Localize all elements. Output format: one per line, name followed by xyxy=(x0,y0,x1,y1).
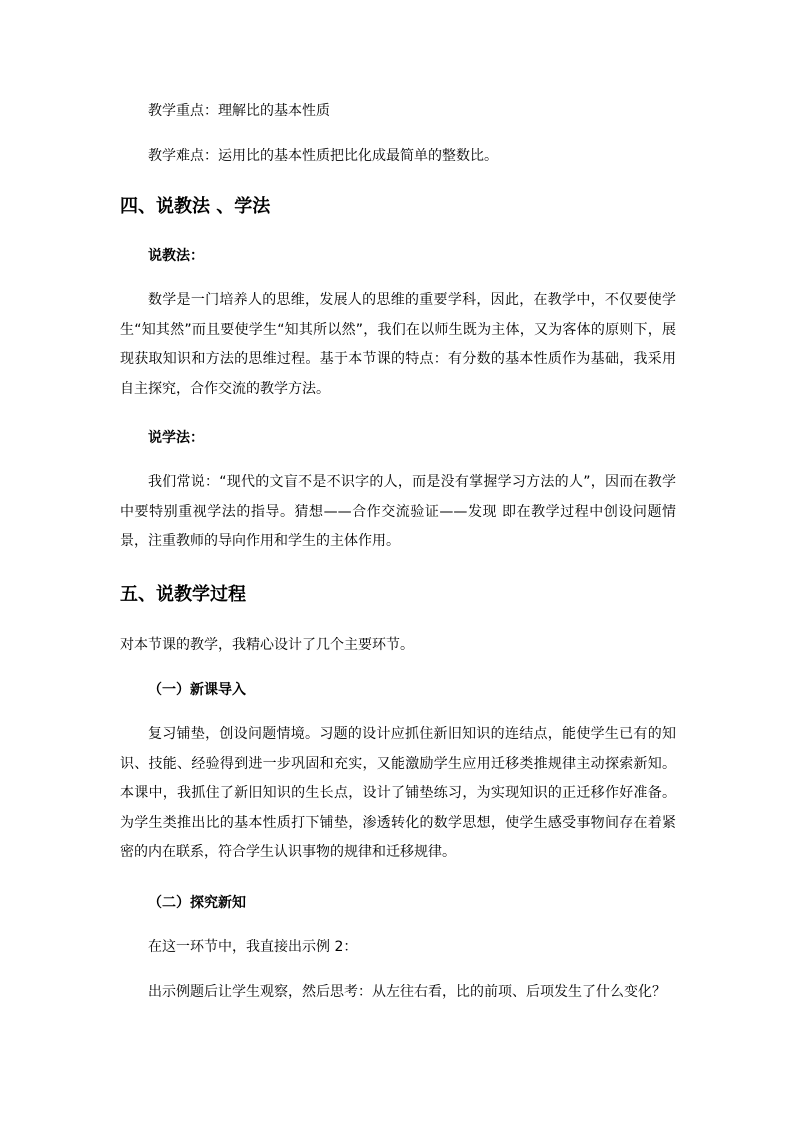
learning-method-paragraph: 我们常说：“现代的文盲不是不识字的人，而是没有掌握学习方法的人”，因而在教学中要特别重视学法的指导。猜想——合作交流验证——发现 即在教学过程中创设问题情景，注重教师的导向作用和学生的主体作用。 xyxy=(120,474,676,549)
explore-new-knowledge-heading: （二）探究新知 xyxy=(148,895,246,911)
key-point-text: 教学重点：理解比的基本性质 xyxy=(148,103,330,119)
new-lesson-intro-paragraph: 复习铺垫，创设问题情境。习题的设计应抓住新旧知识的连结点，能使学生已有的知识、技能、经验得到进一步巩固和充实，又能激励学生应用迁移类推规律主动探索新知。本课中，我抓住了新旧知识的生长点，设计了铺垫练习，为实现知识的正迁移作好准备。为学生类推出比的基本性质打下铺垫，渗透转化的数学思想，使学生感受事物间存在着紧密的内在联系，符合学生认识事物的规律和迁移规律。 xyxy=(120,726,676,860)
example-question-text: 出示例题后让学生观察，然后思考：从左往右看，比的前项、后项发生了什么变化？ xyxy=(148,984,666,1000)
learning-method-heading: 说学法： xyxy=(148,430,204,446)
difficulty-text: 教学难点：运用比的基本性质把比化成最简单的整数比。 xyxy=(148,148,498,164)
teaching-method-heading: 说教法： xyxy=(148,248,204,264)
section-5-heading: 五、说教学过程 xyxy=(120,584,246,605)
example-intro-text: 在这一环节中，我直接出示例 2： xyxy=(148,939,358,955)
section-4-heading: 四、说教法 、学法 xyxy=(120,196,271,217)
teaching-method-paragraph: 数学是一门培养人的思维，发展人的思维的重要学科，因此，在教学中，不仅要使学生“知其然”而且要使学生“知其所以然”，我们在以师生既为主体，又为客体的原则下，展现获取知识和方法的思维过程。基于本节课的特点：有分数的基本性质作为基础，我采用自主探究，合作交流的教学方法。 xyxy=(120,292,676,397)
process-intro-text: 对本节课的教学，我精心设计了几个主要环节。 xyxy=(120,637,414,653)
new-lesson-intro-heading: （一）新课导入 xyxy=(148,682,246,698)
